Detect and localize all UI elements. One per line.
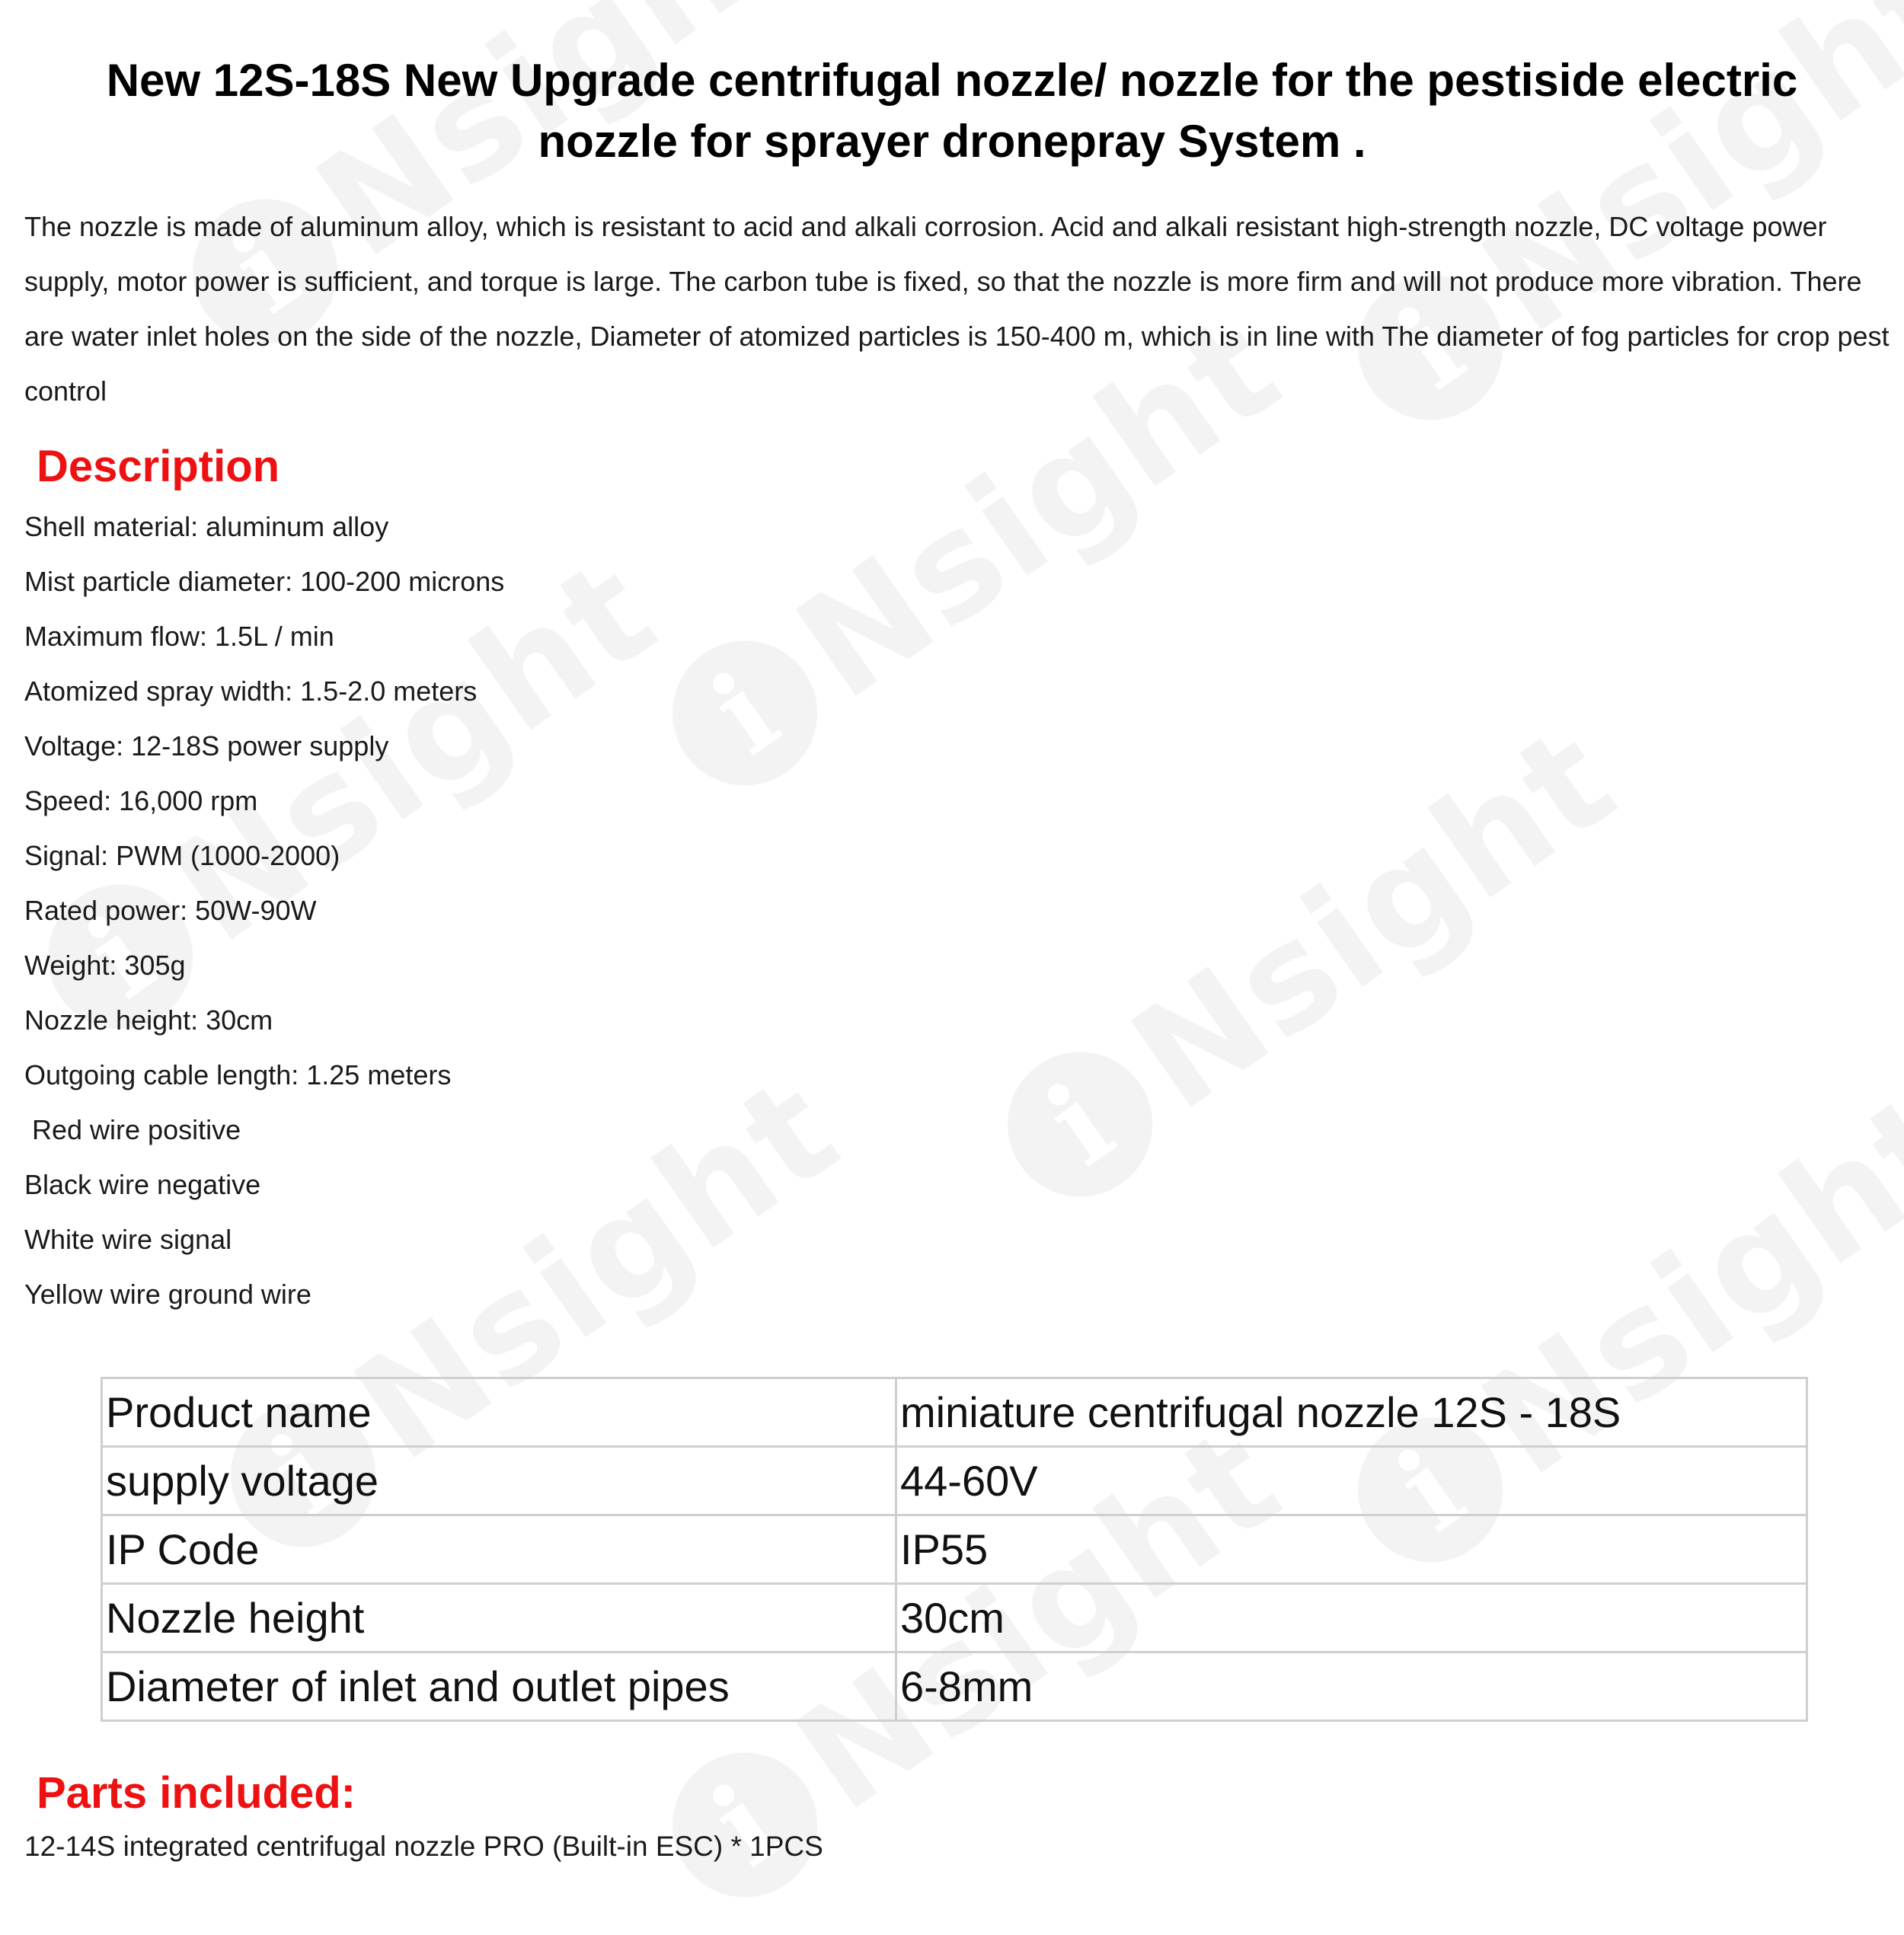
list-item: Maximum flow: 1.5L / min — [24, 621, 334, 652]
list-item: Voltage: 12-18S power supply — [24, 730, 389, 762]
list-item: Atomized spray width: 1.5-2.0 meters — [24, 675, 478, 707]
table-row — [102, 1652, 1807, 1721]
list-item: Red wire positive — [24, 1114, 241, 1145]
parts-heading: Parts included: — [37, 1768, 356, 1818]
table-cell-value: 30cm — [896, 1584, 1807, 1652]
page-title: New 12S-18S New Upgrade centrifugal nozzle/ nozzle for the pestiside electric nozzle for sprayer dronepray System . — [106, 55, 1798, 167]
table-row — [102, 1378, 1807, 1447]
table-cell-value: miniature centrifugal nozzle 12S - 18S — [896, 1378, 1807, 1447]
list-item: Outgoing cable length: 1.25 meters — [24, 1059, 452, 1090]
table-row — [102, 1447, 1807, 1515]
table-cell-value: 6-8mm — [896, 1652, 1807, 1721]
list-item: Weight: 305g — [24, 950, 186, 981]
table-cell-key: Diameter of inlet and outlet pipes — [102, 1652, 896, 1721]
table-cell-value: IP55 — [896, 1515, 1807, 1584]
parts-item: 12-14S integrated centrifugal nozzle PRO (Built-in ESC) * 1PCS — [24, 1831, 823, 1862]
table-cell-key: supply voltage — [102, 1447, 896, 1515]
watermark — [973, 694, 1644, 1234]
table-cell-key: Nozzle height — [102, 1584, 896, 1652]
list-item: Yellow wire ground wire — [24, 1279, 311, 1310]
list-item: Nozzle height: 30cm — [24, 1004, 273, 1036]
description-heading: Description — [37, 442, 280, 491]
spec-table — [101, 1377, 1808, 1722]
table-cell-value: 44-60V — [896, 1447, 1807, 1515]
list-item: Speed: 16,000 rpm — [24, 785, 258, 816]
list-item: Shell material: aluminum alloy — [24, 511, 389, 542]
list-item: Signal: PWM (1000-2000) — [24, 840, 340, 871]
info-circle-icon — [979, 1023, 1181, 1225]
table-cell-key: IP Code — [102, 1515, 896, 1584]
list-item: Black wire negative — [24, 1169, 261, 1200]
list-item: Rated power: 50W-90W — [24, 895, 317, 926]
info-circle-icon — [644, 612, 846, 814]
table-row — [102, 1584, 1807, 1652]
intro-paragraph: The nozzle is made of aluminum alloy, which is resistant to acid and alkali corrosion. Acid and alkali resistant high-strength nozzle, DC voltage power supply, motor power is sufficient, and torque is large. The carbon tube is fixed, so that the nozzle is more firm and will not produce more vibration. There are water inlet holes on the side of the nozzle, Diameter of atomized particles is 150-400 m, which is in line with The diameter of fog particles for crop pest control — [24, 211, 1890, 407]
description-list — [24, 500, 504, 1322]
table-row — [102, 1515, 1807, 1584]
list-item: Mist particle diameter: 100-200 microns — [24, 566, 505, 597]
table-cell-key: Product name — [102, 1378, 896, 1447]
watermark-text — [1104, 694, 1644, 1143]
list-item: White wire signal — [24, 1224, 232, 1255]
